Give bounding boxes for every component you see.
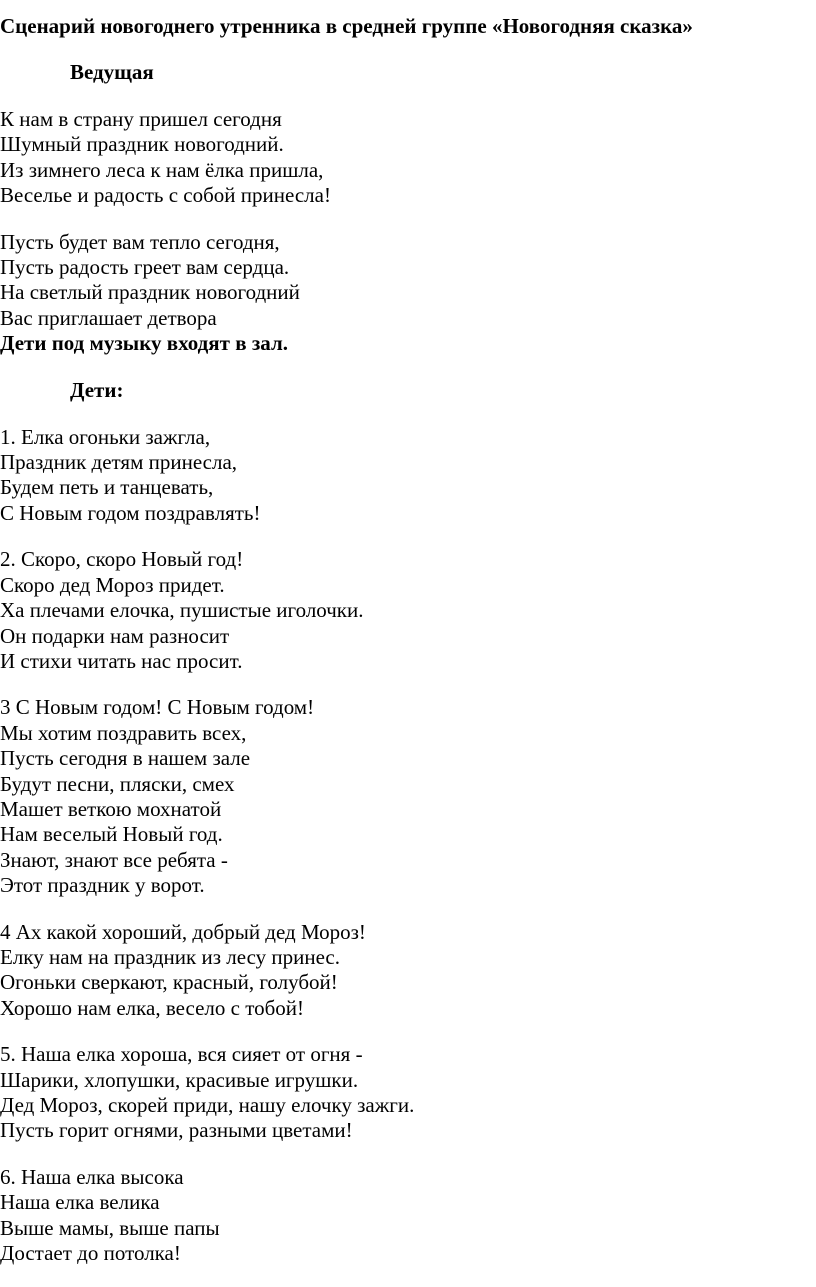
- poem-line: С Новым годом поздравлять!: [0, 500, 261, 525]
- poem-line: Пусть горит огнями, разными цветами!: [0, 1118, 353, 1143]
- host-stanza-1: [0, 107, 816, 209]
- poem-line: Пусть радость греет вам сердца.: [0, 255, 290, 280]
- verse-6: [0, 1165, 816, 1267]
- speaker-host-heading: Ведущая: [70, 60, 154, 84]
- verse-2: [0, 547, 816, 674]
- poem-line: На светлый праздник новогодний: [0, 280, 300, 305]
- verse-5: [0, 1042, 816, 1144]
- poem-line: Пусть будет вам тепло сегодня,: [0, 229, 280, 254]
- poem-line: Мы хотим поздравить всех,: [0, 720, 247, 745]
- poem-line: Этот праздник у ворот.: [0, 873, 205, 898]
- verse-3: [0, 695, 816, 898]
- poem-line: Будут песни, пляски, смех: [0, 771, 235, 796]
- poem-line: 3 С Новым годом! С Новым годом!: [0, 695, 315, 720]
- poem-line: Елку нам на праздник из лесу принес.: [0, 944, 340, 969]
- poem-line: Хорошо нам елка, весело с тобой!: [0, 995, 305, 1020]
- poem-line: Наша елка велика: [0, 1190, 160, 1215]
- poem-line: Веселье и радость с собой принесла!: [0, 183, 331, 208]
- poem-line: 1. Елка огоньки зажгла,: [0, 424, 211, 449]
- poem-line: Вас приглашает детвора: [0, 305, 217, 330]
- verse-4: [0, 920, 816, 1022]
- poem-line: 6. Наша елка высока: [0, 1164, 184, 1189]
- poem-line: Огоньки сверкают, красный, голубой!: [0, 970, 338, 995]
- poem-line: Пусть сегодня в нашем зале: [0, 746, 251, 771]
- poem-line: Нам веселый Новый год.: [0, 822, 223, 847]
- poem-line: 4 Ах какой хороший, добрый дед Мороз!: [0, 919, 366, 944]
- poem-line: Шарики, хлопушки, красивые игрушки.: [0, 1067, 359, 1092]
- poem-line: 5. Наша елка хороша, вся сияет от огня -: [0, 1042, 363, 1067]
- poem-line: Шумный праздник новогодний.: [0, 132, 284, 157]
- poem-line: Дед Мороз, скорей приди, нашу елочку зажги.: [0, 1093, 415, 1117]
- host-stanza-2: [0, 230, 816, 357]
- poem-line: 2. Скоро, скоро Новый год!: [0, 547, 244, 572]
- poem-line: Выше мамы, выше папы: [0, 1215, 220, 1240]
- poem-line: Он подарки нам разносит: [0, 623, 230, 648]
- verse-1: [0, 425, 816, 527]
- poem-line: Скоро дед Мороз придет.: [0, 572, 225, 597]
- poem-line: Из зимнего леса к нам ёлка пришла,: [0, 157, 324, 182]
- poem-line: Достает до потолка!: [0, 1241, 181, 1266]
- stage-direction: Дети под музыку входят в зал.: [0, 331, 288, 356]
- poem-line: Ха плечами елочка, пушистые иголочки.: [0, 598, 364, 623]
- poem-line: Будем петь и танцевать,: [0, 475, 214, 500]
- speaker-children-heading: Дети:: [70, 377, 124, 402]
- poem-line: И стихи читать нас просит.: [0, 648, 243, 673]
- document-title: Сценарий новогоднего утренника в средней группе «Новогодняя сказка»: [0, 14, 693, 38]
- poem-line: Праздник детям принесла,: [0, 450, 238, 475]
- poem-line: К нам в страну пришел сегодня: [0, 107, 282, 131]
- poem-line: Знают, знают все ребята -: [0, 847, 228, 872]
- document-page: [0, 14, 816, 1287]
- poem-line: Машет веткою мохнатой: [0, 796, 222, 821]
